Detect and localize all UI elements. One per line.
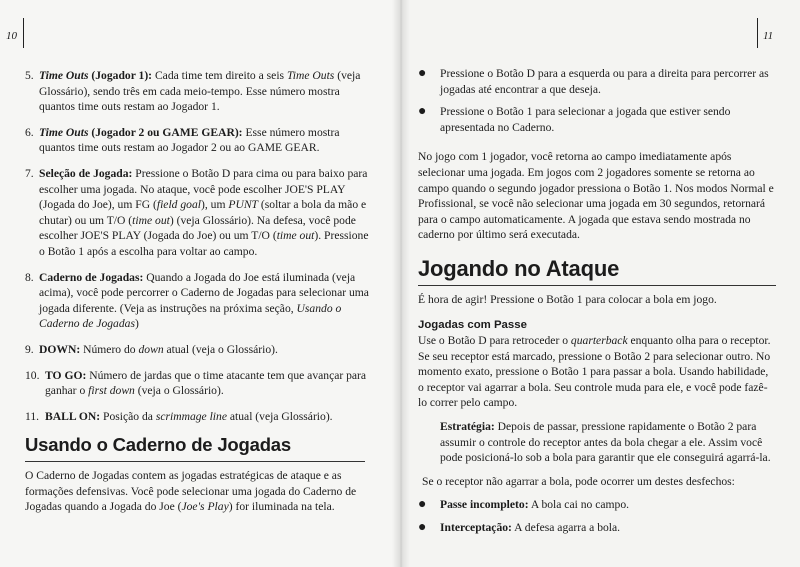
item-text: Caderno de Jogadas: Quando a Jogada do Joe está iluminada (veja acima), você pode percorrer o Caderno de Jogadas para selecionar uma jogada diferente. (Veja as instruções na próxima seção, Usando o Caderno de Jogadas) [39, 270, 369, 331]
bullet-text: Passe incompleto: A bola cai no campo. [440, 498, 630, 512]
item-text: BALL ON: Posição da scrimmage line atual (veja Glossário). [45, 409, 333, 423]
strategy-tip: Estratégia: Depois de passar, pressione rapidamente o Botão 2 para assumir o controle do receptor antes da bola chegar a ele. Assim você pode posicioná-lo sob a bola para garantir que ele conseguirá agarrá-la. [440, 420, 771, 465]
bullet-text: Interceptação: A defesa agarra a bola. [440, 521, 621, 535]
page-rule-left [23, 18, 24, 48]
page-number-right: 11 [763, 30, 774, 42]
section-heading-playbook: Usando o Caderno de Jogadas [25, 434, 291, 456]
list-item [418, 104, 776, 135]
list-item-11 [25, 409, 370, 425]
list-item [418, 497, 776, 513]
playbook-paragraph: O Caderno de Jogadas contem as jogadas estratégicas de ataque e as formações defensivas. Você pode selecionar uma jogada do Caderno de Jogadas quando a Jogada do Joe (Joe's Play) for iluminada na tela. [25, 469, 357, 514]
list-item-8 [25, 270, 370, 332]
bullet-icon: ● [418, 520, 427, 536]
page-number-left: 10 [6, 30, 17, 42]
subheading-pass-plays: Jogadas com Passe [418, 318, 527, 331]
section-divider [418, 285, 776, 286]
list-item-10 [25, 368, 370, 399]
page-rule-right [757, 18, 758, 48]
bullet-icon: ● [418, 66, 427, 81]
list-item-6 [25, 125, 370, 156]
left-column [25, 68, 370, 523]
item-number: 11. [25, 409, 40, 423]
bullet-text: Pressione o Botão D para a esquerda ou para a direita para percorrer as jogadas até encontrar a que deseja. [440, 67, 769, 96]
list-item-9 [25, 342, 370, 358]
item-text: Seleção de Jogada: Pressione o Botão D para cima ou para baixo para escolher uma jogada. No ataque, você pode escolher JOE'S PLAY (Jogada do Joe), um FG (field goal), um PUNT (soltar a bola da mão e chutar) ou um T/O (time out) (veja Glossário). Na defesa, você pode escolher JOE'S PLAY (Jogada do Joe) ou um T/O (time out). Pressione o Botão 1 após a escolha para voltar ao campo. [39, 166, 369, 258]
list-item-5 [25, 68, 370, 115]
outcomes-intro: Se o receptor não agarrar a bola, pode ocorrer um destes desfechos: [422, 474, 735, 488]
item-number: 6. [25, 125, 34, 139]
item-number: 9. [25, 342, 34, 356]
item-text: DOWN: Número do down atual (veja o Glossário). [39, 342, 278, 356]
pass-paragraph: Use o Botão D para retroceder o quarterback enquanto olha para o receptor. Se seu receptor está marcado, pressione o Botão 2 para selecionar outro. No momento exato, pressione o Botão 1 para passar a bola. Usando habilidade, o receptor vai agarrar a bola. Seu controle muda para ele, e você pode fazê-lo correr pelo campo. [418, 334, 771, 410]
offense-intro: É hora de agir! Pressione o Botão 1 para colocar a bola em jogo. [418, 292, 717, 306]
item-number: 5. [25, 69, 34, 82]
book-gutter [392, 0, 410, 567]
right-column [418, 66, 776, 543]
one-player-paragraph: No jogo com 1 jogador, você retorna ao campo imediatamente após selecionar uma jogada. Em jogos com 2 jogadores somente se retorna ao campo quando o segundo jogador pressiona o Botão 1. Nos modos Normal e Profissional, se você não selecionar uma jogada em 30 segundos, retornará para o campo automaticamente. A jogada que estava sendo mostrada no caderno por último será executada. [418, 150, 774, 242]
section-divider [25, 461, 365, 462]
bullet-text: Pressione o Botão 1 para selecionar a jogada que estiver sendo apresentada no Caderno. [440, 105, 731, 134]
item-number: 8. [25, 270, 34, 284]
section-heading-offense: Jogando no Ataque [418, 255, 620, 281]
item-number: 10. [25, 368, 40, 382]
bullet-icon: ● [418, 104, 427, 120]
list-item-7 [25, 166, 370, 260]
list-item [418, 66, 776, 97]
item-text: TO GO: Número de jardas que o time atacante tem que avançar para ganhar o first down (veja o Glossário). [45, 368, 367, 398]
list-item [418, 520, 776, 536]
bullet-icon: ● [418, 497, 427, 513]
item-number: 7. [25, 166, 34, 180]
item-text: Time Outs (Jogador 1): Cada time tem direito a seis Time Outs (veja Glossário), sendo três em cada meio-tempo. Esse número mostra quantos time outs restam ao Jogador 1. [39, 69, 361, 114]
item-text: Time Outs (Jogador 2 ou GAME GEAR): Esse número mostra quantos time outs restam ao Jogador 2 ou ao GAME GEAR. [39, 125, 340, 155]
